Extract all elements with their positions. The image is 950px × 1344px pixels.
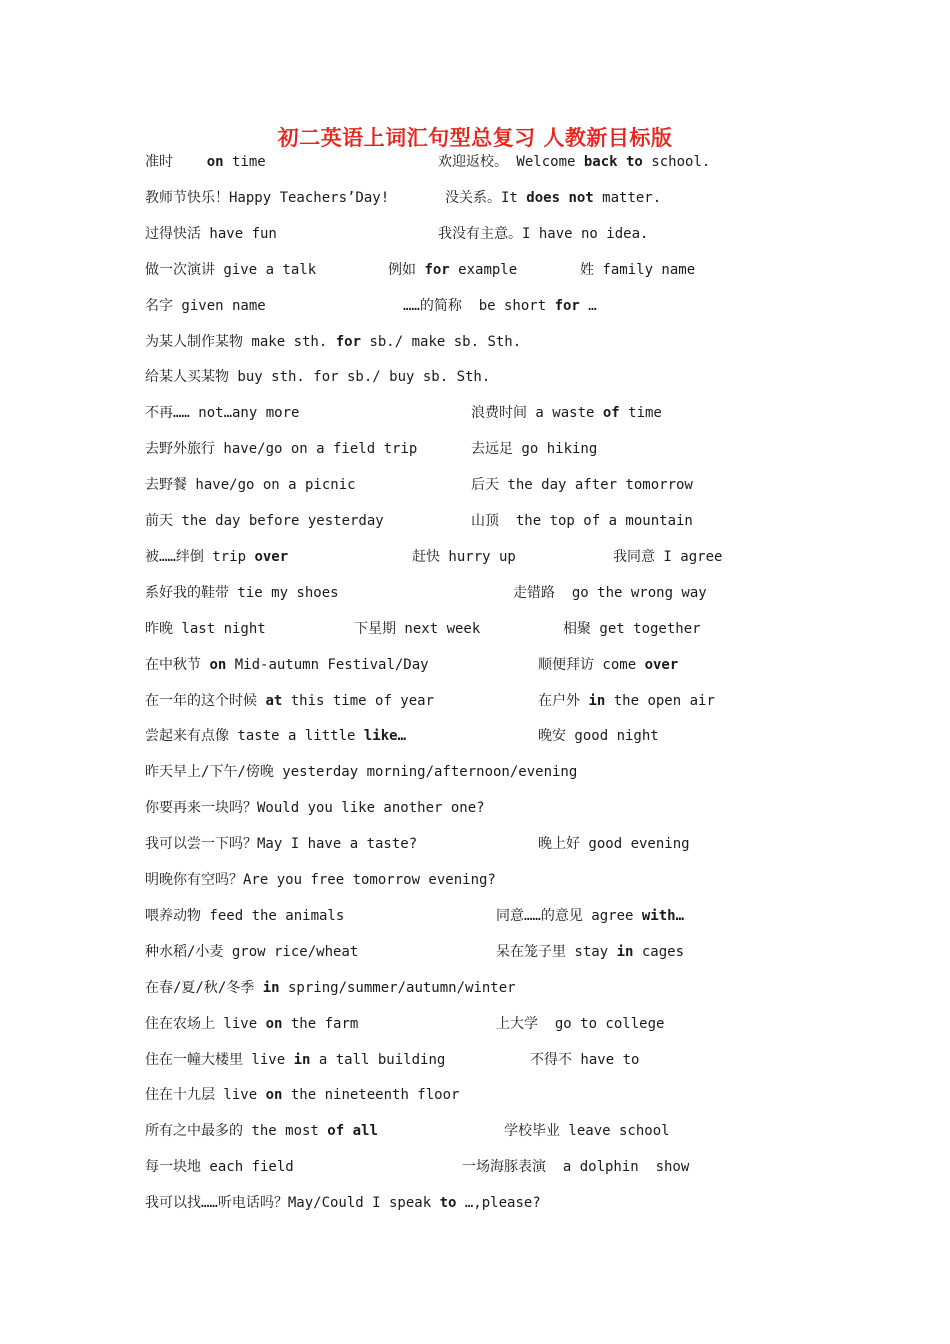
vocab-line (145, 582, 845, 604)
vocab-entry (354, 618, 480, 640)
vocab-line (145, 941, 845, 963)
entry-text: 教师节快乐！Happy Teachers’Day! (145, 189, 390, 206)
keyword-text: on (265, 1087, 283, 1104)
entry-text: example (449, 261, 518, 278)
vocab-entry (471, 510, 693, 532)
vocab-line (145, 690, 845, 712)
vocab-entry (496, 905, 684, 927)
vocab-line (145, 331, 845, 353)
vocab-entry (538, 833, 690, 855)
entry-text: 同意……的意见 agree (496, 907, 642, 924)
entry-text: 你要再来一块吗？Would you like another one? (145, 800, 485, 817)
entry-text: 上大学 go to college (496, 1015, 665, 1032)
vocab-entry (496, 941, 684, 963)
entry-text: 去野餐 have/go on a picnic (145, 477, 356, 494)
vocab-line (145, 1120, 845, 1142)
vocab-entry (145, 438, 417, 460)
entry-text: 浪费时间 a waste (471, 405, 603, 422)
vocab-line (145, 725, 845, 747)
vocab-entry (145, 941, 358, 963)
vocab-line (145, 977, 845, 999)
keyword-text: in (588, 692, 606, 709)
keyword-text: in (293, 1051, 311, 1068)
entry-text: 山顶 the top of a mountain (471, 513, 693, 529)
keyword-text: over (644, 656, 679, 673)
entry-text: 学校毕业 leave school (504, 1123, 670, 1140)
vocab-line (145, 797, 845, 819)
vocab-entry (563, 618, 701, 640)
entry-text: …,please? (456, 1195, 541, 1212)
vocab-entry (145, 1049, 445, 1071)
entry-text: 为某人制作某物 make sth. (145, 333, 336, 350)
entry-text: 在春/夏/秋/冬季 (145, 979, 263, 996)
vocab-entry (471, 438, 597, 460)
entry-text: 我同意 I agree (613, 548, 723, 565)
vocab-entry (145, 654, 429, 676)
entry-text: 后天 the day after tomorrow (471, 477, 693, 494)
vocab-entry (145, 761, 577, 783)
vocab-entry (496, 1013, 664, 1035)
entry-text: 住在十九层 live (145, 1087, 266, 1104)
vocab-entry (145, 1192, 541, 1214)
vocab-entry (403, 295, 597, 317)
keyword-text: with… (641, 907, 685, 924)
vocab-entry (438, 223, 648, 245)
vocab-entry (471, 474, 693, 496)
keyword-text: for (424, 261, 450, 278)
entry-text: 名字 given name (145, 297, 266, 314)
keyword-text: of all (327, 1123, 378, 1140)
vocab-line (145, 366, 845, 388)
vocab-entry (580, 259, 695, 281)
vocab-entry (538, 690, 715, 712)
entry-text: school. (642, 154, 711, 170)
entry-text: 尝起来有点像 taste a little (145, 728, 364, 745)
vocab-entry (145, 151, 266, 173)
vocab-line (145, 151, 845, 173)
vocab-entry (145, 977, 516, 999)
keyword-text: in (616, 943, 634, 960)
vocab-line (145, 187, 845, 209)
vocab-entry (530, 1049, 639, 1071)
entry-text: 系好我的鞋带 tie my shoes (145, 584, 339, 601)
entry-text: a tall building (310, 1051, 446, 1068)
entry-text: 走错路 go the wrong way (513, 584, 707, 601)
entry-text: 昨晚 last night (145, 620, 266, 637)
vocab-entry (145, 1156, 294, 1178)
vocab-entry (445, 187, 661, 209)
vocab-entry (438, 151, 710, 173)
keyword-text: for (554, 297, 580, 314)
entry-text: sb./ make sb. Sth. (361, 333, 522, 350)
vocab-line (145, 295, 845, 317)
entry-text: 例如 (388, 261, 425, 278)
keyword-text: on (209, 656, 227, 673)
entry-text: 种水稻/小麦 grow rice/wheat (145, 943, 359, 960)
vocab-line (145, 546, 845, 568)
keyword-text: at (265, 692, 283, 709)
entry-text: 我可以尝一下吗？May I have a taste? (145, 836, 418, 853)
entry-text: 晚上好 good evening (538, 836, 690, 853)
vocab-entry (513, 582, 707, 604)
entry-text: 相聚 get together (563, 620, 701, 637)
vocab-entry (145, 618, 266, 640)
vocab-entry (145, 510, 384, 532)
entry-text: 我没有主意。I have no idea. (438, 225, 649, 242)
entry-text: 所有之中最多的 the most (145, 1123, 328, 1140)
vocab-entry (145, 725, 406, 747)
vocab-entry (462, 1156, 689, 1178)
vocab-line (145, 654, 845, 676)
entry-text: 呆在笼子里 stay (496, 943, 617, 960)
entry-text: the nineteenth floor (282, 1087, 460, 1104)
vocab-line (145, 1192, 845, 1214)
entry-text: 没关系。It (445, 189, 527, 206)
vocab-entry (145, 223, 277, 245)
entry-text: 做一次演讲 give a talk (145, 261, 317, 278)
keyword-text: back to (583, 154, 643, 170)
entry-text: Mid-autumn Festival/Day (226, 656, 429, 673)
vocab-entry (412, 546, 516, 568)
vocab-entry (538, 654, 678, 676)
entry-text: 欢迎返校。 Welcome (438, 154, 584, 170)
vocab-line (145, 259, 845, 281)
vocab-line (145, 869, 845, 891)
entry-text: 被……绊倒 trip (145, 548, 255, 565)
entry-text: matter. (593, 189, 662, 206)
vocab-entry (145, 1120, 378, 1142)
vocab-entry (504, 1120, 670, 1142)
entry-text: 一场海豚表演 a dolphin show (462, 1159, 690, 1176)
vocab-entry (145, 833, 417, 855)
entry-text: 晚安 good night (538, 728, 659, 745)
entry-text: 在户外 (538, 692, 589, 709)
page-title: 初二英语上词汇句型总复习 人教新目标版 (277, 125, 673, 150)
vocab-entry (145, 582, 339, 604)
entry-text: 不得不 have to (530, 1051, 640, 1068)
vocab-entry (145, 295, 266, 317)
keyword-text: to (439, 1195, 457, 1212)
entry-text: 明晚你有空吗？Are you free tomorrow evening? (145, 872, 496, 888)
entry-text: 在中秋节 (145, 656, 210, 673)
vocab-entry (145, 187, 389, 209)
vocab-entry (145, 1013, 358, 1035)
vocab-line (145, 1084, 845, 1106)
entry-text: ……的简称 be short (403, 297, 555, 314)
vocab-line (145, 618, 845, 640)
vocab-line (145, 1049, 845, 1071)
entry-text: 住在农场上 live (145, 1015, 266, 1032)
entry-text: time (223, 154, 266, 170)
entry-text: 给某人买某物 buy sth. for sb./ buy sb. Sth. (145, 369, 491, 386)
entry-text: 在一年的这个时候 (145, 692, 266, 709)
vocab-entry (145, 402, 299, 424)
keyword-text: of (602, 405, 620, 422)
keyword-text: for (335, 333, 362, 350)
entry-text: 顺便拜访 come (538, 656, 645, 673)
vocab-line (145, 510, 845, 532)
vocab-entry (613, 546, 722, 568)
vocab-line (145, 438, 845, 460)
entry-text: 准时 (145, 154, 207, 170)
entry-text: the open air (605, 692, 715, 709)
entry-text: 姓 family name (580, 261, 696, 278)
entry-text: 喂养动物 feed the animals (145, 907, 345, 924)
entry-text: 下星期 next week (354, 620, 481, 637)
vocab-entry (145, 546, 288, 568)
vocab-entry (145, 474, 356, 496)
entry-text: 不再…… not…any more (145, 405, 300, 422)
entry-text: 每一块地 each field (145, 1159, 294, 1176)
keyword-text: on (206, 154, 224, 170)
entry-text: this time of year (282, 692, 435, 709)
entry-text: 我可以找……听电话吗？May/Could I speak (145, 1195, 440, 1212)
vocab-line (145, 223, 845, 245)
entry-text: 去远足 go hiking (471, 441, 598, 458)
vocab-line (145, 402, 845, 424)
entry-text: … (579, 297, 597, 314)
entry-text: 前天 the day before yesterday (145, 513, 384, 529)
vocab-entry (145, 797, 485, 819)
vocab-line (145, 1156, 845, 1178)
entry-text: time (619, 405, 662, 422)
vocab-entry (145, 366, 490, 388)
vocab-entry (145, 259, 316, 281)
vocab-line (145, 474, 845, 496)
entry-text: 住在一幢大楼里 live (145, 1051, 294, 1068)
keyword-text: on (265, 1015, 283, 1032)
entry-text: spring/summer/autumn/winter (279, 979, 516, 996)
vocab-entry (145, 869, 496, 891)
vocab-entry (388, 259, 517, 281)
vocab-line (145, 905, 845, 927)
vocab-entry (145, 690, 434, 712)
entry-text: 赶快 hurry up (412, 548, 516, 565)
keyword-text: like… (363, 728, 407, 745)
entry-text: cages (633, 943, 685, 960)
keyword-text: in (262, 979, 280, 996)
vocab-line (145, 761, 845, 783)
vocab-entry (145, 905, 344, 927)
entry-text: 昨天早上/下午/傍晚 yesterday morning/afternoon/evening (145, 764, 578, 781)
vocab-entry (471, 402, 662, 424)
vocab-line (145, 833, 845, 855)
entry-text: 过得快活 have fun (145, 225, 277, 242)
keyword-text: does not (526, 189, 594, 206)
entry-text: the farm (282, 1015, 359, 1032)
vocab-line (145, 1013, 845, 1035)
vocab-entry (538, 725, 659, 747)
vocab-entry (145, 1084, 459, 1106)
keyword-text: over (254, 548, 289, 565)
entry-text: 去野外旅行 have/go on a field trip (145, 441, 418, 458)
vocab-entry (145, 331, 521, 353)
